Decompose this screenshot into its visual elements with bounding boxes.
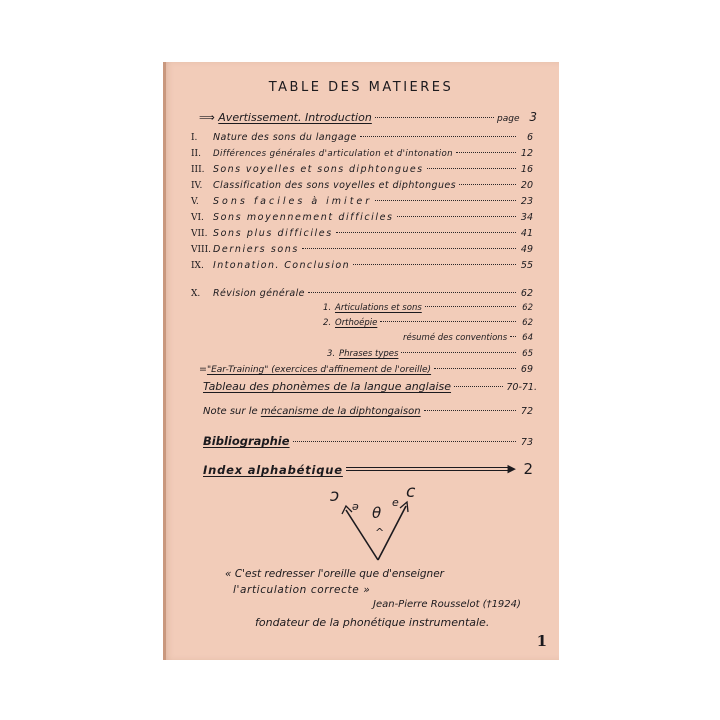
leader-dots — [302, 248, 516, 249]
toc-chapter — [191, 212, 533, 228]
sub-num: 3. — [327, 349, 336, 359]
double-arrow-icon: = — [199, 364, 207, 375]
symbol-bottom: ^ — [375, 526, 385, 539]
leader-dots — [424, 410, 516, 411]
chapter-label: Nature des sons du langage — [213, 132, 357, 143]
sub-page: 65 — [522, 349, 533, 359]
toc-chapter — [191, 260, 533, 276]
chapter-num: VIII. — [191, 245, 212, 255]
leader-dots — [360, 136, 516, 137]
chapter-num: V. — [191, 197, 199, 207]
ear-training-page: 69 — [520, 364, 533, 375]
note-prefix: Note sur le — [203, 406, 258, 417]
toc-revision — [191, 288, 533, 304]
toc-bibliographie — [203, 434, 533, 450]
sub-label: Orthoépie — [335, 318, 378, 328]
sub-label: Phrases types — [339, 349, 399, 359]
toc-note — [203, 406, 533, 422]
chapter-num: III. — [191, 165, 205, 175]
leader-dots — [454, 386, 503, 387]
sub-page: 62 — [522, 318, 533, 328]
index-page: 2 — [523, 460, 533, 478]
sub-label: Articulations et sons — [335, 303, 422, 313]
toc-sub — [327, 349, 533, 365]
leader-dots — [510, 336, 516, 337]
leader-dots — [353, 264, 516, 265]
chapter-label: Sons moyennement difficiles — [213, 212, 394, 223]
page-edge — [163, 62, 166, 660]
sub-page: 62 — [522, 303, 533, 313]
quote-author: Jean-Pierre Rousselot (†1924) — [373, 599, 521, 610]
chapter-num: VI. — [191, 213, 204, 223]
quote-line-1: « C'est redresser l'oreille que d'enseigner — [225, 568, 444, 580]
page-prefix: page — [497, 114, 520, 124]
toc-intro — [199, 110, 537, 126]
symbol-left-small: ə — [352, 500, 359, 513]
chapter-label: Intonation. Conclusion — [213, 260, 351, 271]
symbol-left: ɔ — [330, 486, 340, 506]
revision-label: Révision générale — [213, 288, 305, 299]
intro-page: 3 — [529, 110, 537, 124]
sub-num: 2. — [323, 318, 332, 328]
toc-index — [203, 460, 533, 476]
leader-dots — [456, 152, 516, 153]
chapter-label: Sons faciles à imiter — [213, 196, 373, 207]
book-page — [163, 62, 559, 660]
chapter-num: IX. — [191, 261, 204, 271]
toc-chapter — [191, 244, 533, 260]
page-number: 1 — [536, 632, 547, 650]
ear-training-label: "Ear-Training" (exercices d'affinement de l'oreille) — [206, 365, 432, 375]
toc-ear-training — [199, 364, 533, 380]
toc-chapter — [191, 228, 533, 244]
symbol-center: θ — [372, 504, 382, 522]
symbol-right-small: e — [392, 496, 399, 509]
chapter-num: II. — [191, 149, 201, 159]
toc-chapter — [191, 180, 533, 196]
chapter-page: 6 — [526, 132, 533, 143]
sub-num: 1. — [323, 303, 332, 313]
chapter-num: VII. — [191, 229, 208, 239]
chapter-page: 34 — [520, 212, 533, 223]
chapter-num: IV. — [191, 181, 203, 191]
toc-chapter — [191, 132, 533, 148]
note-page: 72 — [520, 406, 533, 417]
leader-dots — [308, 292, 516, 293]
toc-chapter — [191, 196, 533, 212]
tableau-label: Tableau des phonèmes de la langue anglaise — [203, 380, 452, 393]
leader-dots — [434, 368, 516, 369]
chapter-label: Sons voyelles et sons diphtongues — [213, 164, 424, 175]
toc-tableau — [203, 380, 537, 396]
revision-num: X. — [191, 289, 201, 299]
leader-dots — [293, 441, 516, 442]
sub-label: résumé des conventions — [403, 333, 508, 343]
toc-sub — [403, 333, 533, 349]
leader-dots — [336, 232, 516, 233]
vowel-diagram — [328, 482, 428, 567]
index-label: Index alphabétique — [203, 463, 343, 477]
bibliographie-label: Bibliographie — [203, 434, 290, 448]
chapter-page: 41 — [520, 228, 533, 239]
page-title: TABLE DES MATIERES — [268, 80, 454, 95]
toc-sub — [323, 303, 533, 319]
chapter-label: Derniers sons — [213, 244, 299, 255]
chapter-page: 20 — [520, 180, 533, 191]
tableau-page: 70-71. — [506, 382, 537, 393]
leader-dots — [380, 321, 516, 322]
leader-dots — [397, 216, 516, 217]
toc-chapter — [191, 164, 533, 180]
intro-label: Avertissement. Introduction — [218, 111, 372, 124]
leader-dots — [427, 168, 517, 169]
leader-dots — [459, 184, 516, 185]
long-arrow-icon: ▶ — [346, 464, 516, 474]
quote-role: fondateur de la phonétique instrumentale. — [255, 616, 490, 629]
chapter-label: Sons plus difficiles — [213, 228, 333, 239]
note-label: mécanisme de la diphtongaison — [260, 406, 421, 417]
leader-dots — [401, 352, 516, 353]
chapter-page: 12 — [520, 148, 533, 159]
chapter-page: 23 — [520, 196, 533, 207]
leader-dots — [425, 306, 516, 307]
toc-chapter — [191, 148, 533, 164]
bibliographie-page: 73 — [520, 437, 533, 448]
leader-dots — [375, 200, 516, 201]
sub-page: 64 — [522, 333, 533, 343]
leader-dots — [375, 117, 494, 118]
symbol-right: c — [406, 482, 416, 502]
chapter-num: I. — [191, 133, 198, 143]
double-arrow-icon: ⟹ — [199, 111, 215, 124]
quote-line-2: l'articulation correcte » — [233, 584, 371, 596]
chapter-page: 49 — [520, 244, 533, 255]
chapter-page: 55 — [520, 260, 533, 271]
chapter-label: Différences générales d'articulation et d'intonation — [213, 149, 454, 159]
toc-sub — [323, 318, 533, 334]
revision-page: 62 — [520, 288, 533, 299]
chapter-label: Classification des sons voyelles et diphtongues — [213, 180, 456, 191]
chapter-page: 16 — [520, 164, 533, 175]
